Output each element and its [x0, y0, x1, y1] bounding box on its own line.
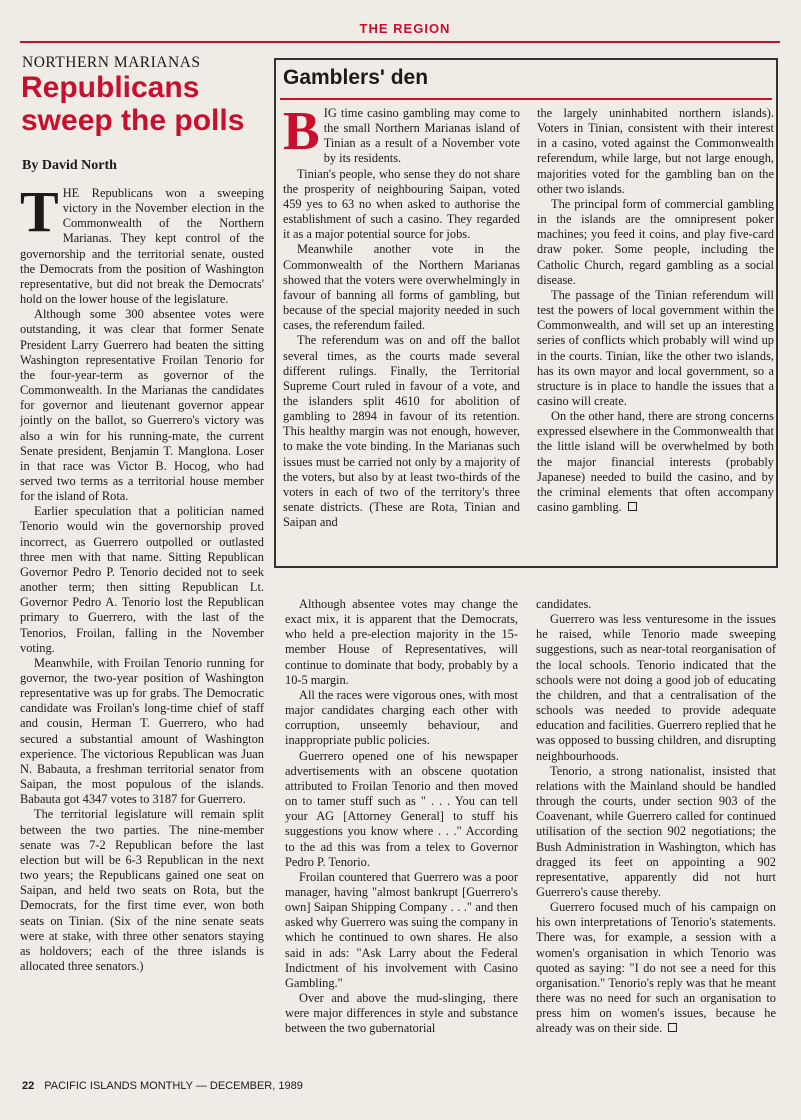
- paragraph-text: The territorial legislature will remain split between the two parties. The nine-member senate was 7-2 Republican before the last election but will be 6-3 Republican in the next two years; the Republicans gained one seat on Saipan, and held two seats on Rota, but the Democrats, for the first time ever, won both seats on Tinian. (Six of the nine senate seats were at stake, with three other senators staying as holdovers; each of the three islands is allocated three senators.): [20, 807, 264, 973]
- drop-cap: B: [283, 106, 320, 161]
- paragraph-text: Guerrero was less venturesome in the issues he raised, while Tenorio made sweeping suggestions, such as near-total reorganisation of the local schools. Tenorio indicated that the schools were not doing a good job of educating the children, and that a centralisation of the schools was needed to provide adequate education and facilities. Guerrero replied that he was opposed to bussing children, and disrupting neighbourhoods.: [536, 612, 776, 763]
- publication-line: PACIFIC ISLANDS MONTHLY — DECEMBER, 1989: [44, 1080, 303, 1092]
- paragraph: [537, 197, 774, 288]
- paragraph-text: Over and above the mud-slinging, there were major differences in style and substance between the two gubernatorial: [285, 991, 518, 1036]
- paragraph: [285, 597, 518, 688]
- section-rule: [20, 41, 780, 43]
- paragraph: [20, 656, 264, 808]
- paragraph-text: Meanwhile another vote in the Commonwealth of the Northern Marianas showed that the voters were overwhelmingly in favour of banning all forms of gambling, but because of the special majority needed in such cases, the referendum failed.: [283, 242, 520, 333]
- article-column-3: [536, 597, 776, 1073]
- paragraph-text: the largely uninhabited northern islands). Voters in Tinian, consistent with their interest in a casino, voted against the Commonwealth referendum, while large, but not large enough, majorities voted for the gambling ban on the other two islands.: [537, 106, 774, 196]
- paragraph: [20, 807, 264, 974]
- end-mark-icon: [628, 502, 637, 511]
- article-column-1: [20, 186, 264, 1074]
- paragraph: [536, 597, 776, 612]
- page-footer: [22, 1080, 303, 1092]
- paragraph: [283, 106, 520, 167]
- paragraph: [285, 688, 518, 749]
- sidebar-title: Gamblers' den: [283, 66, 429, 89]
- article-column-2: [285, 597, 518, 1073]
- paragraph-text: Guerrero focused much of his campaign on his own interpretations of Tenorio's statements. There was, for example, a session with a women's organisation in which Tenorio was quoted as saying: "I do not see a need for this organisation." Tenorio's reply was that he meant there was no need for such an organisation to press him on women's issues, because he already was on their side.: [536, 900, 776, 1036]
- sidebar-column-1: [283, 106, 520, 561]
- paragraph: [536, 900, 776, 1036]
- paragraph: [283, 167, 520, 243]
- paragraph-text: Although some 300 absentee votes were outstanding, it was clear that former Senate President Larry Guerrero had beaten the sitting Washington representative Froilan Tenorio for the four-year-term as governor of the Commonwealth. In the Marianas the candidates for governor and lieutenant governor appear jointly on the ballot, so Guerrero's victory was also a win for his running-mate, the current Senate president, Benjamin T. Manglona. Loser in that race was Victor B. Hocog, who had served two terms as a territorial house member for the island of Rota.: [20, 307, 264, 504]
- drop-cap: T: [20, 186, 59, 244]
- paragraph: [20, 186, 264, 307]
- paragraph-text: Earlier speculation that a politician named Tenorio would win the governorship proved incorrect, as Guerrero outpolled or outlasted three men with that name. Sitting Republican Governor Pedro P. Tenorio decided not to seek another term; then sitting Republican Lt. Governor Pedro A. Tenorio lost the Republican primary to Guerrero, with the last of the Tenorios, Froilan, falling in the November voting.: [20, 504, 264, 655]
- paragraph-text: HE Republicans won a sweeping victory in the November election in the Commonwealth of the Northern Marianas. They kept control of the governorship and the territorial senate, ousted the Democrats from the position of Washington representative, but did not break the Democrats' hold on the lower house of the legislature.: [20, 186, 264, 307]
- paragraph-text: Froilan countered that Guerrero was a poor manager, having "almost bankrupt [Guerrero's own] Saipan Shipping Company . . ." and then asked why Guerrero was suing the company in which he continued to own shares. He also said in ads: "Ask Larry about the Federal Indictment of his involvement with Casino Gambling.": [285, 869, 518, 990]
- paragraph-text: candidates.: [536, 597, 592, 611]
- paragraph-text: Although absentee votes may change the exact mix, it is apparent that the Democrats, who held a pre-election majority in the 15-member House of Representatives, will continue to dominate that body, probably by a 10-5 margin.: [285, 597, 518, 687]
- paragraph: [537, 409, 774, 515]
- page-number: 22: [22, 1080, 35, 1092]
- paragraph-text: Guerrero opened one of his newspaper advertisements with an obscene quotation attributed to Froilan Tenorio and then moved on to tamer stuff such as " . . . You can tell your AG [Attorney General] to stuff his suggestions you know where . . ." According to the ad this was from a telex to Governor Pedro P. Tenorio.: [285, 748, 518, 869]
- paragraph-text: Meanwhile, with Froilan Tenorio running for governor, the two-year position of Washington representative was up for grabs. The Democratic candidate was Froilan's long-time chief of staff and cousin, Herman T. Guerrero, who had secured a substantial amount of Washington experience. The victorious Republican was Juan N. Babauta, a freshman territorial senator from Saipan, the most populous of the islands. Babauta got 4347 votes to 3187 for Guerrero.: [20, 655, 264, 807]
- paragraph-text: All the races were vigorous ones, with most major candidates charging each other with corruption, unseemly behaviour, and inappropriate public policies.: [285, 687, 518, 748]
- paragraph: [20, 307, 264, 504]
- paragraph-text: The referendum was on and off the ballot several times, as the courts made several different rulings. Finally, the Territorial Supreme Court ruled in favour of a vote, and the islanders split 4610 for abolition of gambling to 2894 in favour of its retention. This healthy margin was not enough, however, to make the vote binding. In the Marianas such issues must be carried not only by a majority of the voters, but also by at least two-thirds of the voters in each of two of the territory's three senate districts. (These are Rota, Tinian and Saipan and: [283, 333, 520, 530]
- article-kicker: NORTHERN MARIANAS: [22, 54, 201, 71]
- paragraph: [536, 764, 776, 900]
- paragraph: [285, 991, 518, 1036]
- paragraph-text: On the other hand, there are strong concerns expressed elsewhere in the Commonwealth that the little island will be overwhelmed by both the major financial interests (probably Japanese) needed to build the casino, and by the criminal elements that often accompany casino gambling.: [537, 409, 774, 515]
- paragraph-text: IG time casino gambling may come to the small Northern Marianas island of Tinian as a result of a November vote by its residents.: [323, 106, 520, 166]
- article-byline: By David North: [22, 158, 117, 173]
- article-headline: Republicans sweep the polls: [21, 71, 245, 137]
- paragraph: [536, 612, 776, 764]
- paragraph-text: The passage of the Tinian referendum will test the powers of local government within the Commonwealth, and will set up an interesting series of conflicts which probably will wind up in the courts. Tinian, like the other two islands, has its own mayor and local government, so a structure is in place to handle the issues that a casino will create.: [537, 287, 774, 408]
- paragraph-text: The principal form of commercial gambling in the islands are the omnipresent poker machines; you feed it coins, and play five-card draw poker. Some people, including the Catholic Church, regard gambling as a social disease.: [537, 196, 774, 287]
- paragraph: [283, 333, 520, 530]
- section-label: THE REGION: [359, 21, 451, 36]
- paragraph: [285, 870, 518, 991]
- paragraph: [283, 242, 520, 333]
- paragraph: [537, 288, 774, 409]
- end-mark-icon: [668, 1023, 677, 1032]
- sidebar-title-rule: [280, 98, 772, 100]
- paragraph: [285, 749, 518, 870]
- paragraph-text: Tenorio, a strong nationalist, insisted that relations with the Mainland should be handled through the courts, under section 903 of the Coavenant, while Guerrero called for continued utilisation of the section 902 negotiations; the Bush Administration in Washington, which has dragged its feet on appointing a 902 representative, apparently did not hurt Guerrero's cause thereby.: [536, 763, 776, 899]
- paragraph-text: Tinian's people, who sense they do not share the prosperity of neighbouring Saipan, voted 459 yes to 63 no when asked to authorise the establishment of such a casino. They regarded it as a major potential source for jobs.: [283, 166, 520, 242]
- sidebar-column-2: [537, 106, 774, 561]
- paragraph: [537, 106, 774, 197]
- paragraph: [20, 504, 264, 656]
